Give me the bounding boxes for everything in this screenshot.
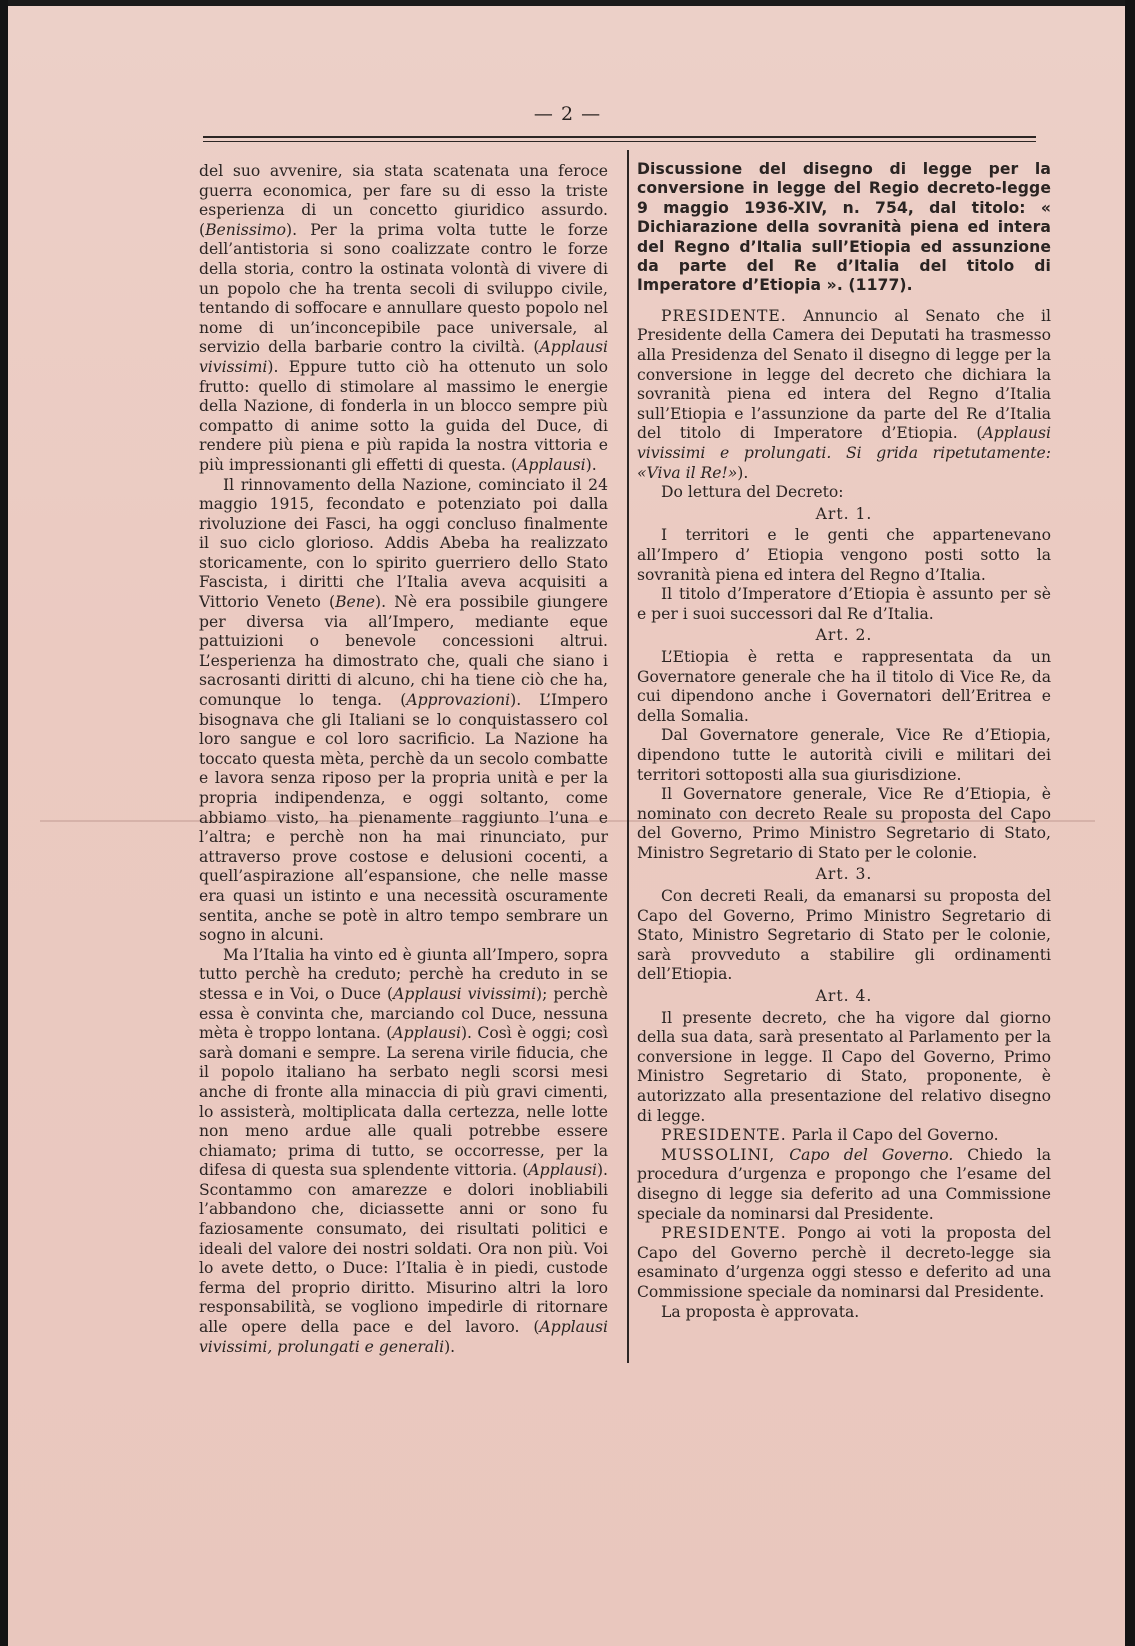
speech-paragraph: PRESIDENTE. Pongo ai voti la proposta del Capo del Governo perchè il decreto-legge sia esaminato d’urgenza oggi stesso e deferito ad una Commissione speciale da nominarsi dal Presidente. — [637, 1224, 1051, 1301]
article-title: Art. 2. — [815, 626, 873, 645]
paragraph: Ma l’Italia ha vinto ed è giunta all’Impero, sopra tutto perchè ha creduto; perchè ha creduto in se stessa e in Voi, o Duce (Applausi vivissimi); perchè essa è convinta che, marciando col Duce, nessuna mèta è troppo lontana. (Applausi). Così è oggi; così sarà domani e sempre. La serena virile fiducia, che il popolo italiano ha serbato negli scorsi mesi anche di fronte alla minaccia di più gravi cimenti, lo assisterà, moltiplicata dalla certezza, nelle lotte non meno ardue alle quali potrebbe essere chiamato; prima di tutto, se occorresse, per la difesa di questa sua splendente vittoria. (Applausi). Scontammo con amarezze e dolori inobliabili l’abbandono che, diciassette anni or sono fu faziosamente consumato, dei risultati politici e ideali del valore dei nostri soldati. Ora non più. Voi lo avete detto, o Duce: l’Italia è in piedi, custode ferma del proprio diritto. Misurino altri la loro responsabilità, se vogliono impedirle di ritornare alle opere della pace e del lavoro. (Applausi vivissimi, prolungati e generali). — [199, 945, 608, 1356]
paragraph: I territori e le genti che appartenevano all’Impero d’ Etiopia vengono posti sotto la sovranità piena ed intera del Regno d’Italia. — [637, 526, 1051, 584]
paragraph: del suo avvenire, sia stata scatenata una feroce guerra economica, per fare su di esso la triste esperienza di un concetto giuridico assurdo. (Benissimo). Per la prima volta tutte le forze dell’antistoria si sono coalizzate contro le forze della storia, contro la ostinata volontà di vivere di un popolo che ha trenta secoli di sviluppo civile, tentando di soffocare e annullare questo popolo nel nome di un’inconcepibile pace universale, al servizio della barbarie contro la civiltà. (Applausi vivissimi). Eppure tutto ciò ha ottenuto un solo frutto: quello di stimolare al massimo le energie della Nazione, di fonderla in un blocco sempre più compatto di anime sotto la guida del Duce, di rendere più piena e più rapida la nostra vittoria e più impressionanti gli effetti di questa. (Applausi). — [199, 162, 608, 474]
speech-paragraph: MUSSOLINI, Capo del Governo. Chiedo la procedura d’urgenza e propongo che l’esame del disegno di legge sia deferito ad una Commissione speciale da nominarsi dal Presidente. — [637, 1145, 1051, 1223]
page-number: — 2 — — [533, 103, 602, 125]
article-title: Art. 1. — [815, 504, 873, 523]
paragraph: Il Governatore generale, Vice Re d’Etiopia, è nominato con decreto Reale su proposta del Capo del Governo, Primo Ministro Segretario di Stato, Ministro Segretario di Stato per le colonie. — [637, 785, 1051, 862]
header-rule — [203, 136, 1036, 138]
scan-edge-top — [0, 0, 1135, 6]
article-title: Art. 4. — [815, 987, 873, 1006]
paragraph: Il presente decreto, che ha vigore dal giorno della sua data, sarà presentato al Parlamento per la conversione in legge. Il Capo del Governo, Primo Ministro Segretario di Stato, proponente, è autorizzato alla presentazione del relativo disegno di legge. — [637, 1008, 1051, 1125]
paragraph: Con decreti Reali, da emanarsi su proposta del Capo del Governo, Primo Ministro Segretario di Stato, Ministro Segretario di Stato per le colonie, sarà provveduto a stabilire gli ordinamenti dell’Etiopia. — [637, 887, 1051, 984]
speech-paragraph: PRESIDENTE. Annuncio al Senato che il Presidente della Camera dei Deputati ha trasmesso alla Presidenza del Senato il disegno di legge per la conversione in legge del decreto che dichiara la sovranità piena ed intera del Regno d’Italia sull’Etiopia e l’assunzione da parte del Re d’Italia del titolo di Imperatore d’Etiopia. (Applausi vivissimi e prolungati. Si grida ripetutamente: «Viva il Re!»). — [637, 306, 1051, 482]
scan-edge-right — [1125, 0, 1135, 1646]
article-title: Art. 3. — [815, 865, 873, 884]
left-column — [199, 162, 608, 1357]
speaker-name: PRESIDENTE. — [661, 306, 787, 325]
paragraph: Il rinnovamento della Nazione, cominciato il 24 maggio 1915, fecondato e potenziato poi dalla rivoluzione dei Fasci, ha oggi concluso finalmente il suo ciclo glorioso. Addis Abeba ha realizzato storicamente, con lo spirito guerriero dello Stato Fascista, i diritti che l’Italia aveva acquisiti a Vittorio Veneto (Bene). Nè era possibile giungere per diversa via all’Impero, mediante eque pattuizioni o benevole concessioni altrui. L’esperienza ha dimostrato che, quali che siano i sacrosanti diritti di alcuno, chi ha tiene ciò che ha, comunque lo tenga. (Approvazioni). L’Impero bisognava che gli Italiani se lo conquistassero col loro sangue e col loro sacrificio. La Nazione ha toccato questa mèta, perchè da un secolo combatte e lavora senza riposo per la propria unità e per la propria indipendenza, e oggi soltanto, come abbiamo visto, ha pienamente raggiunto l’una e l’altra; e perchè non ha mai rinunciato, pur attraverso prove costose e delusioni cocenti, a quell’aspirazione all’espansione, che nelle masse era quasi un istinto e una necessità oscuramente sentita, anche se potè in altro tempo sembrare un sogno in alcuni. — [199, 475, 608, 945]
header-rule-thin — [203, 141, 1036, 142]
speaker-name: MUSSOLINI, — [661, 1145, 776, 1164]
scan-edge-left — [0, 0, 8, 1646]
paragraph: Il titolo d’Imperatore d’Etiopia è assunto per sè e per i suoi successori dal Re d’Italia. — [637, 585, 1051, 623]
paragraph: Do lettura del Decreto: — [661, 483, 844, 502]
right-column — [637, 160, 1051, 1322]
column-divider — [627, 150, 629, 1363]
speaker-name: PRESIDENTE. — [661, 1224, 787, 1243]
speaker-name: PRESIDENTE. — [661, 1126, 787, 1145]
speech-paragraph: PRESIDENTE. Parla il Capo del Governo. — [661, 1126, 999, 1145]
paragraph: La proposta è approvata. — [661, 1302, 860, 1321]
paragraph: Dal Governatore generale, Vice Re d’Etiopia, dipendono tutte le autorità civili e militari dei territori sottoposti alla sua giurisdizione. — [637, 726, 1051, 784]
section-heading: Discussione del disegno di legge per la conversione in legge del Regio decreto-legge 9 maggio 1936-XIV, n. 754, dal titolo: « Dichiarazione della sovranità piena ed intera del Regno d’Italia sull’Etiopia ed assunzione da parte del Re d’Italia del titolo di Imperatore d’Etiopia ». (1177). — [637, 160, 1051, 295]
paragraph: L’Etiopia è retta e rappresentata da un Governatore generale che ha il titolo di Vice Re, da cui dipendono anche i Governatori dell’Eritrea e della Somalia. — [637, 647, 1051, 725]
